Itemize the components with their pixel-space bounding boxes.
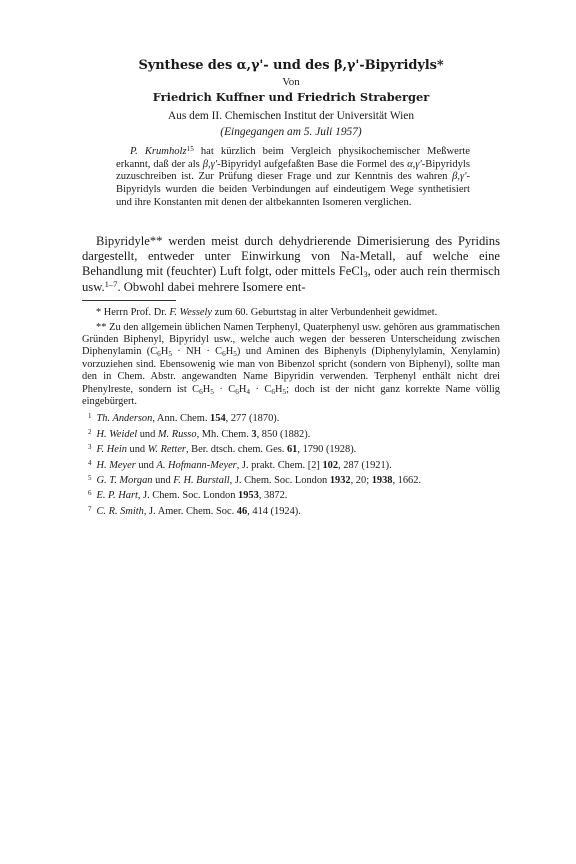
ref-und: und bbox=[137, 428, 158, 440]
body-text-1: Bipyridyle** werden meist durch dehydrierende Dimerisierung des Pyridins dargestellt, entweder unter Einwirkung von Na-Metall, auf welche eine Behandlung mit (feuchter) Luft folgt, oder mittels FeCl bbox=[82, 233, 500, 279]
ref-number: 3 bbox=[88, 443, 92, 452]
ref-author-2: W. Retter bbox=[147, 444, 186, 456]
fn2-h: H bbox=[238, 383, 247, 395]
reference-list bbox=[82, 410, 500, 518]
ref-pages: , 414 (1924). bbox=[247, 505, 301, 517]
received-date: (Eingegangen am 5. Juli 1957) bbox=[220, 126, 362, 138]
ref-pages: , 277 (1870). bbox=[225, 413, 280, 425]
ref-journal: , J. prakt. Chem. [2] bbox=[236, 459, 323, 471]
fn2-d: H bbox=[225, 346, 234, 358]
fn2-i: · C bbox=[250, 383, 272, 395]
ref-number: 1 bbox=[88, 412, 92, 421]
ref-journal: , J. Chem. Soc. London bbox=[229, 475, 330, 487]
ref-author: F. Hein bbox=[96, 444, 127, 456]
fn2-f: H bbox=[202, 383, 211, 395]
ref-journal: , J. Amer. Chem. Soc. bbox=[143, 505, 237, 517]
ref-pages: , 3872. bbox=[258, 490, 288, 502]
abstract-paragraph bbox=[116, 146, 470, 210]
fn2-s8: 4 bbox=[246, 387, 250, 396]
ref-volume: 102 bbox=[322, 459, 339, 471]
ref-pages: , 20; bbox=[350, 475, 372, 487]
reference-item bbox=[82, 441, 500, 456]
abstract-text-1: hat kürzlich beim Vergleich physikochemischer Meßwerte erkannt, daß der als bbox=[116, 146, 470, 170]
fn2-s9: 6 bbox=[271, 387, 275, 396]
fn2-c: · NH · C bbox=[171, 346, 223, 358]
reference-item bbox=[82, 472, 500, 487]
fn2-s2: 5 bbox=[168, 350, 172, 359]
fn2-s5: 6 bbox=[199, 387, 203, 396]
fn2-j: H bbox=[274, 383, 283, 395]
ref-number: 5 bbox=[88, 474, 92, 483]
ref-journal: , Mh. Chem. bbox=[196, 428, 252, 440]
ref-pages-2: , 1662. bbox=[392, 475, 422, 487]
ref-journal: , J. Chem. Soc. London bbox=[137, 490, 239, 502]
body-text-2: , oder auch rein thermisch usw. bbox=[82, 264, 500, 294]
fn2-k: ; doch ist der nicht ganz korrekte Name völlig eingebürgert. bbox=[82, 383, 500, 407]
ref-pages: , 1790 (1928). bbox=[297, 444, 357, 456]
ref-volume-2: 1938 bbox=[371, 475, 393, 487]
ref-und: und bbox=[135, 459, 157, 471]
journal-page bbox=[82, 58, 500, 518]
abstract-formula-2: α,γ' bbox=[407, 158, 422, 170]
ref-author: H. Weidel bbox=[96, 428, 138, 440]
ref-author-2: F. H. Burstall bbox=[173, 475, 230, 487]
von-label: Von bbox=[282, 76, 300, 88]
institute-line: Aus dem II. Chemischen Institut der Universität Wien bbox=[167, 110, 415, 122]
ref-author: C. R. Smith bbox=[96, 505, 144, 517]
fn1-honoree: F. Wessely bbox=[169, 307, 213, 319]
abstract-formula-1: β,γ' bbox=[202, 158, 218, 170]
fn2-e: ) und Aminen des Biphenyls (Diphenylylamin, Xenylamin) vorzuziehen sind. Ebensowenig wie man von Bibenzol spricht (sondern von Biphenyl), sollte man den in Chem. Abstr. angewandten Name Bipyridin verwenden. Terphenyl enthält nicht drei Phenylreste, sondern ist C bbox=[82, 346, 501, 395]
ref-volume: 3 bbox=[251, 428, 257, 440]
fn1-text-b: zum 60. Geburtstag in alter Verbundenheit gewidmet. bbox=[212, 307, 438, 319]
body-paragraph bbox=[82, 234, 500, 296]
ref-volume: 46 bbox=[236, 505, 248, 517]
ref-author-2: M. Russo bbox=[157, 428, 197, 440]
fn2-s7: 6 bbox=[235, 387, 239, 396]
abstract-formula-3: β,γ' bbox=[452, 171, 467, 183]
ref-number: 7 bbox=[88, 504, 92, 513]
ref-und: und bbox=[152, 475, 174, 487]
ref-journal: , Ber. dtsch. chem. Ges. bbox=[185, 444, 287, 456]
ref-author: G. T. Morgan bbox=[96, 475, 153, 487]
body-ref-sup: 1–7 bbox=[104, 278, 118, 289]
fn2-b: H bbox=[160, 346, 169, 358]
ref-volume: 61 bbox=[286, 444, 298, 456]
fn2-s3: 6 bbox=[222, 350, 226, 359]
ref-author-2: A. Hofmann-Meyer bbox=[156, 459, 237, 471]
reference-item bbox=[82, 457, 500, 472]
reference-item bbox=[82, 426, 500, 441]
abstract-text-3: -Bipyridyls zuzuschreiben ist. Zur Prüfung dieser Frage und zur Kenntnis des wahren bbox=[116, 158, 470, 183]
ref-und: und bbox=[126, 444, 148, 456]
fn2-s10: 5 bbox=[282, 387, 287, 396]
reference-item bbox=[82, 410, 500, 425]
fn2-s4: 5 bbox=[233, 350, 237, 359]
ref-number: 2 bbox=[88, 427, 92, 436]
fn2-g: · C bbox=[213, 383, 236, 395]
fn1-text-a: * Herrn Prof. Dr. bbox=[96, 307, 170, 319]
fn2-s1: 6 bbox=[157, 350, 161, 359]
abstract-text-2: -Bipyridyl aufgefaßten Base die Formel des bbox=[217, 158, 408, 170]
ref-pages: , 287 (1921). bbox=[338, 459, 392, 471]
ref-number: 4 bbox=[88, 458, 92, 467]
reference-item bbox=[82, 487, 500, 502]
abstract-author: P. Krumholz bbox=[130, 146, 187, 157]
reference-item bbox=[82, 503, 500, 518]
ref-volume: 1953 bbox=[238, 490, 259, 502]
ref-pages: , 850 (1882). bbox=[256, 428, 311, 440]
footnote-nomenclature bbox=[82, 322, 500, 409]
footnote-dedication bbox=[82, 307, 500, 319]
body-text-3: . Obwohl dabei mehrere Isomere ent- bbox=[117, 279, 306, 294]
ref-volume: 1932 bbox=[329, 475, 351, 487]
fn2-a: ** Zu den allgemein üblichen Namen Terphenyl, Quaterphenyl usw. gehören aus grammatischen Gründen Biphenyl, Bipyridyl usw., welche auch wegen der besseren Unterscheidung zwischen Diphenylamin (C bbox=[82, 321, 500, 358]
ref-volume: 154 bbox=[210, 413, 226, 425]
article-title: Synthese des α,γ'- und des β,γ'-Bipyridyls* bbox=[138, 58, 444, 73]
ref-author: E. P. Hart bbox=[96, 490, 138, 502]
ref-number: 6 bbox=[88, 489, 92, 498]
ref-author: H. Meyer bbox=[96, 459, 136, 471]
authors-line: Friedrich Kuffner und Friedrich Straberger bbox=[152, 90, 430, 104]
abstract-ref-sup: 15 bbox=[186, 144, 194, 153]
abstract-text-4: -Bipyridyls wurden die beiden Verbindungen auf eindeutigem Wege synthetisiert und ihre Konstanten mit denen der altbekannten Isomeren verglichen. bbox=[116, 171, 470, 208]
body-sub-1: 3 bbox=[363, 269, 368, 280]
fn2-s6: 5 bbox=[210, 387, 214, 396]
ref-author: Th. Anderson bbox=[96, 413, 153, 425]
ref-journal: , Ann. Chem. bbox=[152, 413, 211, 425]
footnote-divider bbox=[82, 300, 176, 301]
